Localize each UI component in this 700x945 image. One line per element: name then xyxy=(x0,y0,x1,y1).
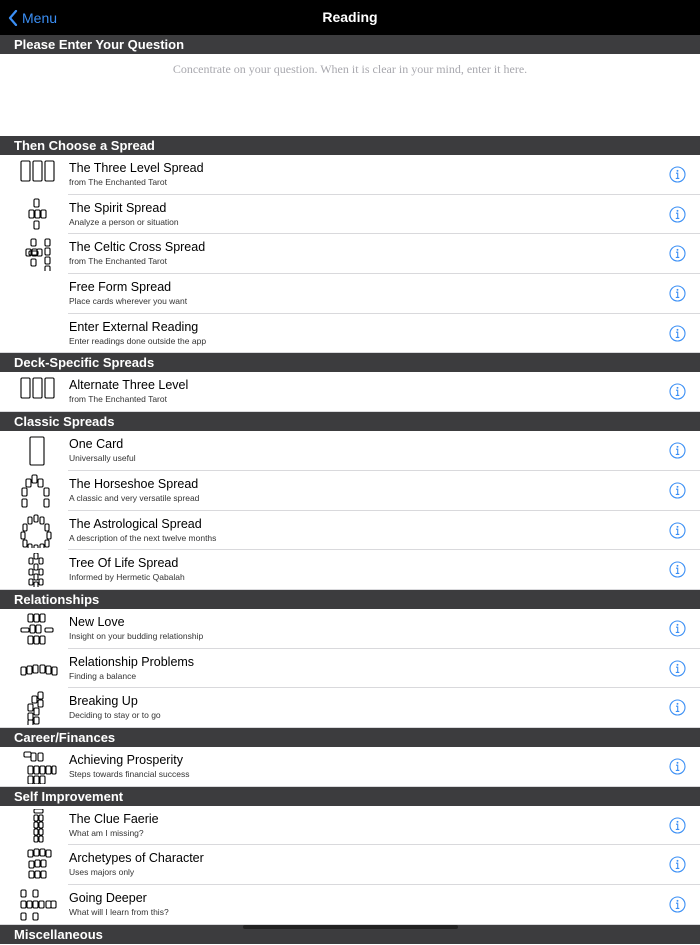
spread-title: Tree Of Life Spread xyxy=(69,556,179,571)
spread-row[interactable] xyxy=(0,806,700,846)
one-card-icon xyxy=(18,434,58,468)
spirit-spread-icon xyxy=(18,198,58,232)
spread-subtitle: Enter readings done outside the app xyxy=(69,335,207,346)
spread-subtitle: Universally useful xyxy=(69,453,136,464)
section-header: Deck-Specific Spreads xyxy=(0,353,700,372)
spread-row[interactable] xyxy=(0,609,700,649)
spread-subtitle: from The Enchanted Tarot xyxy=(69,394,167,405)
spread-title: The Clue Faerie xyxy=(69,811,159,826)
spread-title: Breaking Up xyxy=(69,694,138,709)
section-header: Relationships xyxy=(0,590,700,609)
celtic-cross-spread-icon xyxy=(18,237,58,271)
section-header: Then Choose a Spread xyxy=(0,136,700,155)
row-divider xyxy=(0,786,700,787)
spread-title: Going Deeper xyxy=(69,891,147,905)
spread-row[interactable] xyxy=(0,649,700,689)
spread-title: One Card xyxy=(69,437,124,452)
info-icon[interactable] xyxy=(669,561,686,578)
spread-row[interactable] xyxy=(0,747,700,787)
row-divider xyxy=(0,411,700,412)
achieving-prosperity-spread-icon xyxy=(18,750,58,784)
spread-subtitle: Uses majors only xyxy=(69,867,135,878)
reading-list xyxy=(0,35,700,944)
spread-title: Alternate Three Level xyxy=(69,378,189,393)
spread-row[interactable] xyxy=(0,885,700,925)
spread-title: The Spirit Spread xyxy=(69,200,167,215)
info-icon[interactable] xyxy=(669,896,686,913)
spread-subtitle: Analyze a person or situation xyxy=(69,216,179,227)
info-icon[interactable] xyxy=(669,660,686,677)
info-icon[interactable] xyxy=(669,245,686,262)
info-icon[interactable] xyxy=(669,166,686,183)
info-icon[interactable] xyxy=(669,856,686,873)
spread-row[interactable] xyxy=(0,471,700,511)
spread-subtitle: Insight on your budding relationship xyxy=(69,630,204,641)
section-header: Miscellaneous xyxy=(0,925,700,944)
spread-subtitle: A classic and very versatile spread xyxy=(69,492,200,503)
info-icon[interactable] xyxy=(669,699,686,716)
info-icon[interactable] xyxy=(669,442,686,459)
spread-title: The Astrological Spread xyxy=(69,516,202,531)
spread-row[interactable] xyxy=(0,845,700,885)
info-icon[interactable] xyxy=(669,206,686,223)
spread-subtitle: Finding a balance xyxy=(69,670,137,681)
spread-title: Archetypes of Character xyxy=(69,851,204,866)
info-icon[interactable] xyxy=(669,482,686,499)
spread-subtitle: Informed by Hermetic Qabalah xyxy=(69,572,185,583)
spread-row[interactable] xyxy=(0,688,700,728)
spread-row[interactable] xyxy=(0,234,700,274)
new-love-spread-icon xyxy=(18,612,58,646)
info-icon[interactable] xyxy=(669,522,686,539)
horseshoe-spread-icon xyxy=(18,474,58,508)
info-icon[interactable] xyxy=(669,285,686,302)
page-title: Reading xyxy=(322,9,378,25)
row-divider xyxy=(0,727,700,728)
spread-title: The Horseshoe Spread xyxy=(69,476,199,491)
spread-title: Relationship Problems xyxy=(69,654,195,669)
spread-title: Achieving Prosperity xyxy=(69,752,183,767)
going-deeper-spread-icon xyxy=(18,888,58,922)
spread-subtitle: Deciding to stay or to go xyxy=(69,710,161,721)
spread-row[interactable] xyxy=(0,372,700,412)
spread-title: New Love xyxy=(69,614,125,629)
spread-subtitle: A description of the next twelve months xyxy=(69,532,217,543)
menu-back-label: Menu xyxy=(22,10,58,26)
breaking-up-spread-icon xyxy=(18,691,58,725)
spread-title: Enter External Reading xyxy=(69,319,199,334)
spread-subtitle: Place cards wherever you want xyxy=(69,296,188,307)
info-icon[interactable] xyxy=(669,383,686,400)
section-header: Career/Finances xyxy=(0,728,700,747)
spread-row[interactable] xyxy=(0,155,700,195)
relationship-problems-spread-icon xyxy=(18,652,58,686)
info-icon[interactable] xyxy=(669,620,686,637)
spread-subtitle: What will I learn from this? xyxy=(69,907,169,917)
clue-faerie-spread-icon xyxy=(18,809,58,843)
section-header: Classic Spreads xyxy=(0,412,700,431)
spread-row[interactable] xyxy=(0,314,700,354)
astrological-spread-icon xyxy=(18,514,58,548)
spread-title: Free Form Spread xyxy=(69,280,172,295)
spread-subtitle: from The Enchanted Tarot xyxy=(69,256,167,267)
spread-title: The Three Level Spread xyxy=(69,161,204,175)
navigation-bar xyxy=(0,0,700,35)
spread-title: The Celtic Cross Spread xyxy=(69,240,206,255)
info-icon[interactable] xyxy=(669,325,686,342)
info-icon[interactable] xyxy=(669,817,686,834)
row-divider xyxy=(0,589,700,590)
spread-row[interactable] xyxy=(0,550,700,590)
tree-of-life-spread-icon xyxy=(18,553,58,587)
three-level-spread-icon xyxy=(18,375,58,409)
spread-row[interactable] xyxy=(0,431,700,471)
question-input[interactable] xyxy=(0,54,700,136)
spread-subtitle: from The Enchanted Tarot xyxy=(69,177,167,187)
row-divider xyxy=(0,352,700,353)
spread-row[interactable] xyxy=(0,274,700,314)
question-box xyxy=(0,54,700,136)
info-icon[interactable] xyxy=(669,758,686,775)
question-section-header: Please Enter Your Question xyxy=(0,35,700,54)
spread-row[interactable] xyxy=(0,195,700,235)
home-indicator xyxy=(243,925,458,929)
spread-row[interactable] xyxy=(0,511,700,551)
spread-subtitle: What am I missing? xyxy=(69,827,144,838)
section-header: Self Improvement xyxy=(0,787,700,806)
archetypes-spread-icon xyxy=(18,848,58,882)
spread-subtitle: Steps towards financial success xyxy=(69,768,190,779)
three-level-spread-icon xyxy=(18,158,58,192)
